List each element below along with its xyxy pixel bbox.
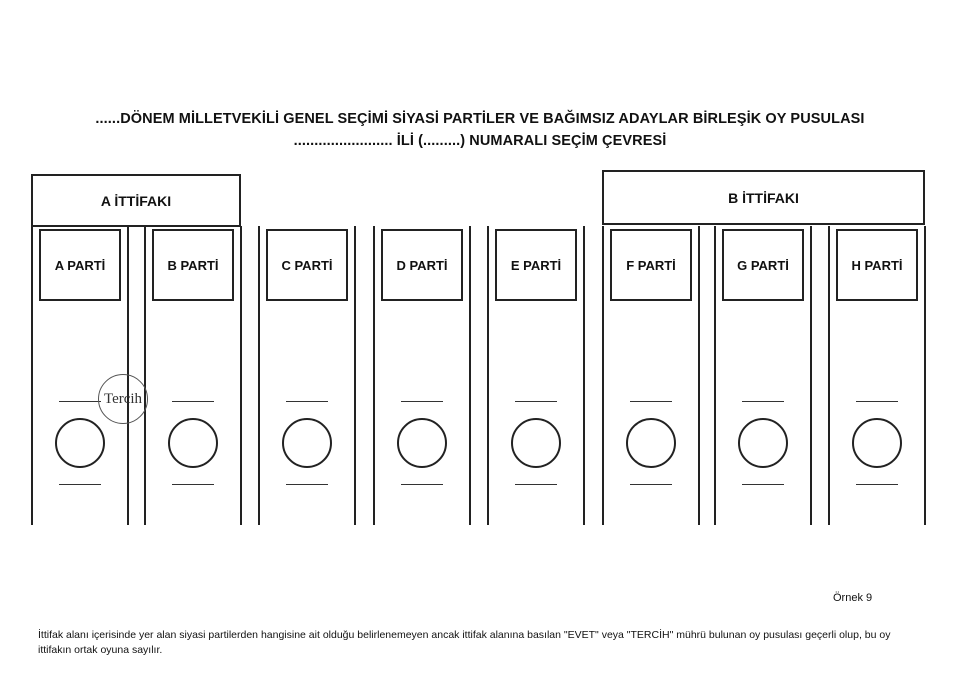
explanation-note: İttifak alanı içerisinde yer alan siyasi partilerden hangisine ait olduğu belirlenemeyen ancak ittifak alanına basılan "EVET" veya "TERCİH" mührü bulunan oy pusulası geçerli olup, bu oy ittifakın ortak oyuna sayılır.: [38, 629, 891, 656]
alliance-b-header: B İTTİFAKI: [602, 170, 925, 225]
divider-line: [515, 484, 557, 485]
vote-circle-a[interactable]: [55, 418, 105, 468]
vote-circle-b[interactable]: [168, 418, 218, 468]
vote-circle-e[interactable]: [511, 418, 561, 468]
divider-line: [515, 401, 557, 402]
divider-line: [172, 401, 214, 402]
divider-line: [59, 401, 101, 402]
party-name-b: B PARTİ: [152, 229, 234, 301]
divider-line: [856, 401, 898, 402]
party-name-c: C PARTİ: [266, 229, 348, 301]
divider-line: [286, 401, 328, 402]
divider-line: [401, 484, 443, 485]
tercih-stamp: Tercih: [98, 374, 148, 424]
ballot-title: ......DÖNEM MİLLETVEKİLİ GENEL SEÇİMİ SİYASİ PARTİLER VE BAĞIMSIZ ADAYLAR BİRLEŞİK OY PUSULASI: [95, 111, 865, 127]
party-column-f[interactable]: [602, 226, 700, 525]
party-name-e: E PARTİ: [495, 229, 577, 301]
party-column-g[interactable]: [714, 226, 812, 525]
party-column-d[interactable]: [373, 226, 471, 525]
party-name-d: D PARTİ: [381, 229, 463, 301]
party-column-h[interactable]: [828, 226, 926, 525]
divider-line: [856, 484, 898, 485]
party-name-a: A PARTİ: [39, 229, 121, 301]
divider-line: [172, 484, 214, 485]
party-name-f: F PARTİ: [610, 229, 692, 301]
vote-circle-g[interactable]: [738, 418, 788, 468]
party-name-g: G PARTİ: [722, 229, 804, 301]
vote-circle-c[interactable]: [282, 418, 332, 468]
alliance-a-header: A İTTİFAKI: [31, 174, 241, 227]
divider-line: [286, 484, 328, 485]
party-name-h: H PARTİ: [836, 229, 918, 301]
ballot-subtitle: ........................ İLİ (.........) NUMARALI SEÇİM ÇEVRESİ: [293, 133, 667, 149]
divider-line: [630, 484, 672, 485]
divider-line: [742, 484, 784, 485]
divider-line: [59, 484, 101, 485]
vote-circle-h[interactable]: [852, 418, 902, 468]
party-column-b[interactable]: [144, 226, 242, 525]
party-column-e[interactable]: [487, 226, 585, 525]
vote-circle-f[interactable]: [626, 418, 676, 468]
example-label: Örnek 9: [833, 592, 873, 604]
party-column-c[interactable]: [258, 226, 356, 525]
divider-line: [401, 401, 443, 402]
divider-line: [742, 401, 784, 402]
divider-line: [630, 401, 672, 402]
vote-circle-d[interactable]: [397, 418, 447, 468]
